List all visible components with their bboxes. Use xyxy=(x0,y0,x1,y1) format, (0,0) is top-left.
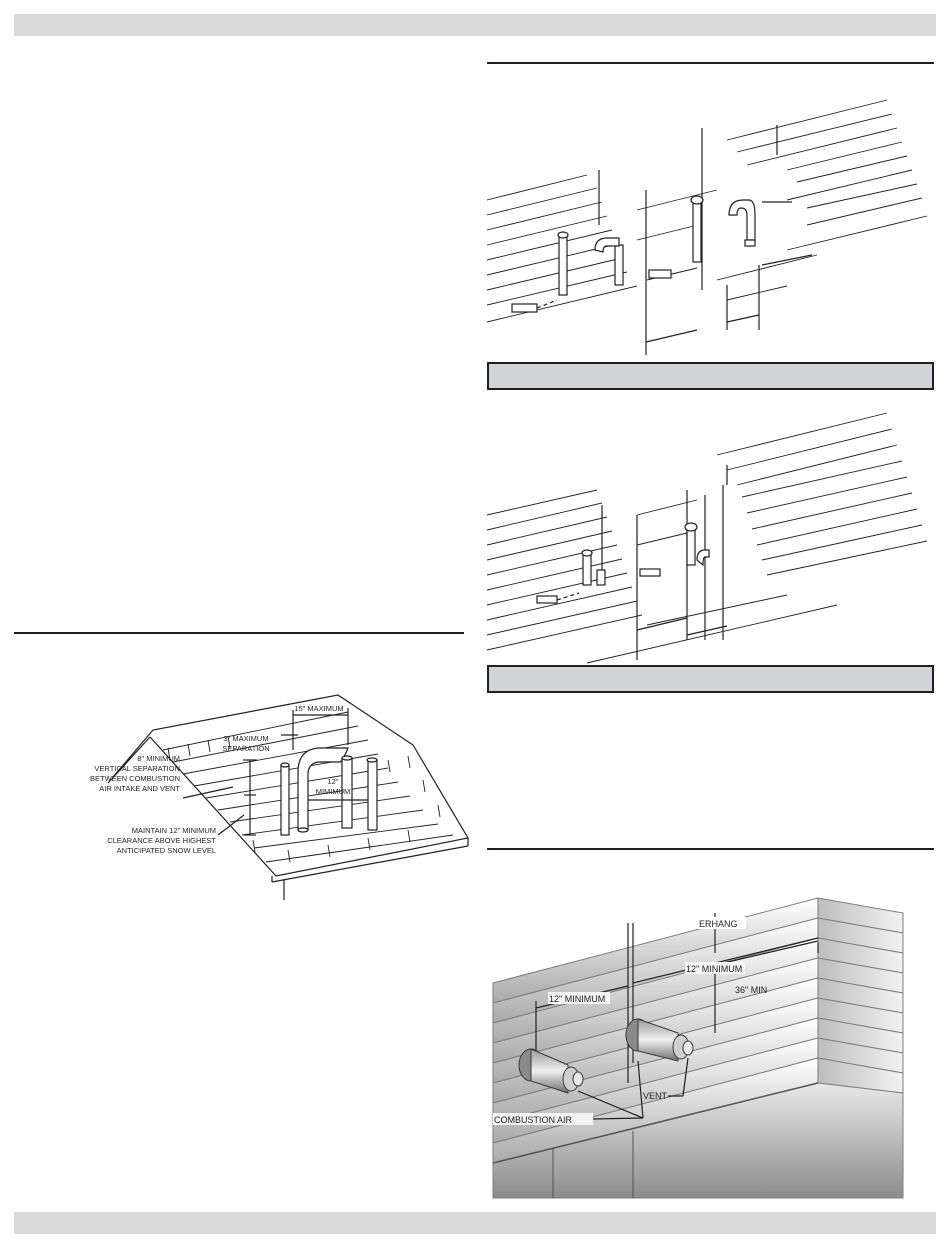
sidewall-riser-diagram-2 xyxy=(487,405,934,665)
label-12-minimum-left: 12" MINIMUM xyxy=(549,994,606,1004)
figure-caption-box-2 xyxy=(487,665,934,693)
label-8-minimum: 8" MINIMUM xyxy=(137,754,180,763)
label-combustion-air: COMBUSTION AIR xyxy=(494,1115,573,1125)
label-vertical-separation: VERTICAL SEPARATION xyxy=(94,764,180,773)
figure-caption-box-1 xyxy=(487,362,934,390)
label-mimimum: MIMIMUM xyxy=(315,787,351,796)
section-rule-bottom-right xyxy=(487,848,934,850)
footer-bar xyxy=(14,1212,936,1234)
section-rule-left xyxy=(14,632,464,634)
label-3-maximum: 3" MAXIMUM xyxy=(223,734,269,743)
header-bar xyxy=(14,14,936,36)
label-12-minimum-right: 12" MINIMUM xyxy=(686,964,743,974)
roof-vent-diagram xyxy=(28,690,473,900)
label-maintain-12-minimum: MAINTAIN 12" MINIMUM xyxy=(131,826,216,835)
label-12-inch: 12" xyxy=(327,777,339,786)
section-rule-top-right xyxy=(487,62,934,64)
label-vent: VENT xyxy=(643,1091,668,1101)
label-clearance-above-highest: CLEARANCE ABOVE HIGHEST xyxy=(107,836,216,845)
label-separation: SEPARATION xyxy=(222,744,270,753)
sidewall-vent-diagram xyxy=(493,893,903,1198)
label-overhang: ERHANG xyxy=(699,919,738,929)
label-air-intake-and-vent: AIR INTAKE AND VENT xyxy=(99,784,180,793)
label-15-maximum: 15" MAXIMUM xyxy=(294,704,344,713)
label-between-combustion: BETWEEN COMBUSTION xyxy=(89,774,180,783)
sidewall-riser-diagram-1 xyxy=(487,90,934,355)
label-anticipated-snow-level: ANTICIPATED SNOW LEVEL xyxy=(116,846,216,855)
label-36-min: 36" MIN xyxy=(735,985,768,995)
